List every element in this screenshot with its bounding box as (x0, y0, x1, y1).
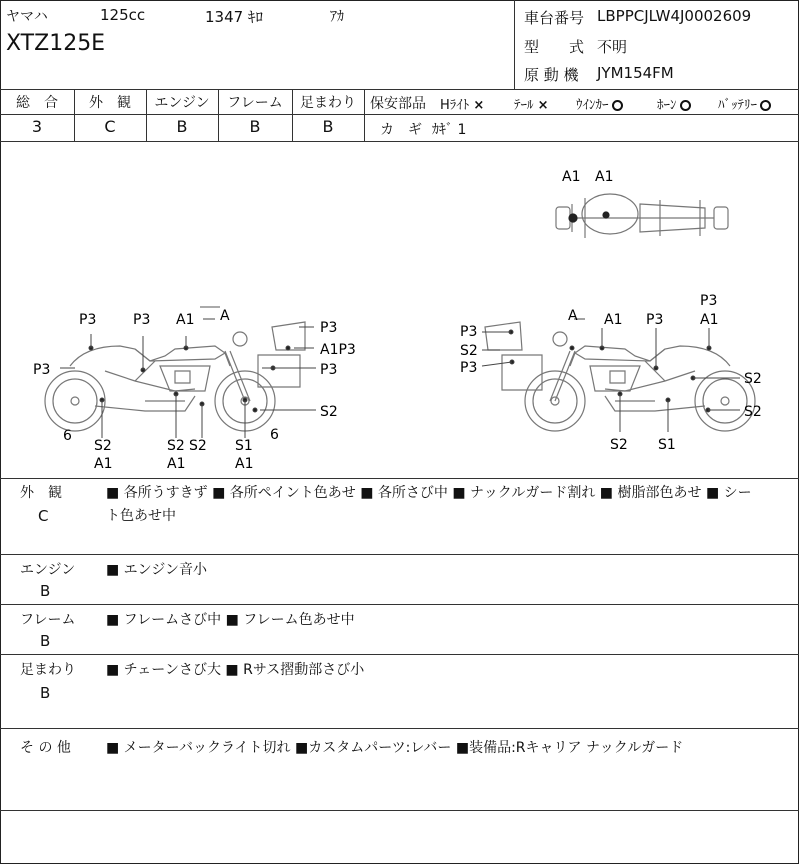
color: ｱｶ (330, 9, 344, 25)
grade-header-suspension: 足まわり (300, 95, 356, 111)
right-view-drawing (525, 332, 755, 431)
engine-no: JYM154FM (597, 64, 674, 82)
diag-left-s2a: S2 (94, 438, 112, 454)
safety-label: 保安部品 (370, 96, 426, 112)
remark-text-suspension: ■ チェーンさび大 ■ Rサス摺動部さび小 (106, 662, 365, 678)
key-label: カ ギ (380, 122, 422, 138)
diag-left-s1: S1 (235, 438, 253, 454)
diag-left-s2c: S2 (189, 438, 207, 454)
rule (364, 114, 799, 115)
remark-label-frame: フレーム (20, 612, 76, 628)
diag-top-a1-right: A1 (595, 169, 614, 185)
type-label: 型 式 (524, 38, 585, 56)
safety-horn-name: ﾎｰﾝ (657, 98, 677, 113)
diag-top-a1-left: A1 (562, 169, 581, 185)
diag-right-a1b: A1 (700, 312, 719, 328)
grade-engine: B (176, 117, 188, 136)
remark-grade-suspension: B (40, 684, 51, 702)
safety-horn (657, 94, 691, 113)
diag-left-s2b: S2 (167, 438, 185, 454)
grade-header-appearance: 外 観 (89, 95, 131, 111)
diag-left-p3e: P3 (33, 362, 51, 378)
safety-tail-name: ﾃｰﾙ (514, 98, 534, 113)
diag-right-s1: S1 (658, 437, 676, 453)
diag-right-s2d: S2 (610, 437, 628, 453)
ok-circle-icon (680, 100, 691, 111)
diag-right-p3b: P3 (700, 293, 718, 309)
grade-overall: 3 (31, 117, 43, 136)
diag-left-a1: A1 (176, 312, 195, 328)
left-view-drawing (45, 332, 275, 431)
diag-right-s2c: S2 (744, 404, 762, 420)
diag-left-p3c: P3 (320, 320, 338, 336)
safety-tail-mark: × (537, 98, 549, 113)
diag-right-s2a: S2 (460, 343, 478, 359)
top-view-drawing (556, 194, 728, 238)
diag-left-s2-right: S2 (320, 404, 338, 420)
displacement: 125cc (100, 6, 146, 24)
remark-text-appearance-2: ト色あせ中 (106, 508, 176, 524)
safety-tail (514, 94, 549, 113)
diag-left-p3b: P3 (133, 312, 151, 328)
remark-label-engine: エンジン (20, 562, 76, 578)
diag-left-six-b: 6 (270, 427, 279, 443)
rule (0, 810, 799, 811)
rule (0, 89, 799, 90)
diag-left-p3d: P3 (320, 362, 338, 378)
safety-headlight-mark: × (473, 98, 485, 113)
safety-winker (576, 94, 623, 113)
safety-battery (718, 94, 771, 113)
remark-label-other: そ の 他 (20, 740, 71, 756)
diag-left-p3a: P3 (79, 312, 97, 328)
grade-suspension: B (322, 117, 334, 136)
mileage: 1347 ｷﾛ (205, 8, 263, 26)
remark-grade-appearance: C (38, 507, 49, 525)
remark-grade-frame: B (40, 632, 51, 650)
safety-headlight-name: Hﾗｲﾄ (440, 98, 470, 113)
rule (364, 89, 365, 141)
diag-left-a1c: A1 (94, 456, 113, 472)
rule (0, 654, 799, 655)
model-name: XTZ125E (6, 31, 106, 56)
maker: ヤマハ (6, 9, 48, 25)
remark-label-appearance: 外 観 (20, 485, 62, 501)
remark-text-other: ■ メーターバックライト切れ ■カスタムパーツ:レバー ■装備品:Rキャリア ナックルガード (106, 740, 684, 756)
diag-left-a1e: A1 (235, 456, 254, 472)
remark-text-appearance-1: ■ 各所うすきず ■ 各所ペイント色あせ ■ 各所さび中 ■ ナックルガード割れ ■ 樹脂部色あせ ■ シー (106, 485, 752, 501)
diag-left-a1p3: A1P3 (320, 342, 356, 358)
grade-header-engine: エンジン (154, 95, 210, 111)
diag-right-a1: A1 (604, 312, 623, 328)
rule (0, 728, 799, 729)
remark-text-engine: ■ エンジン音小 (106, 562, 207, 578)
safety-battery-name: ﾊﾞｯﾃﾘｰ (718, 98, 757, 113)
remark-grade-engine: B (40, 582, 51, 600)
frame-no: LBPPCJLW4J0002609 (597, 7, 752, 25)
frame-no-label: 車台番号 (524, 9, 585, 27)
grade-appearance: C (104, 117, 116, 136)
diag-right-s2b: S2 (744, 371, 762, 387)
safety-winker-name: ｳｲﾝｶｰ (576, 98, 609, 113)
safety-headlight (440, 94, 484, 113)
rule (0, 604, 799, 605)
grade-header-frame: フレーム (227, 95, 283, 111)
remark-text-frame: ■ フレームさび中 ■ フレーム色あせ中 (106, 612, 355, 628)
type-value: 不明 (597, 38, 628, 56)
damage-diagram (0, 142, 799, 478)
diag-left-a: A (220, 308, 230, 324)
remark-label-suspension: 足まわり (20, 662, 76, 678)
ok-circle-icon (612, 100, 623, 111)
rule (0, 478, 799, 479)
grade-frame: B (249, 117, 261, 136)
diag-left-six-a: 6 (63, 428, 72, 444)
diag-right-p3d: P3 (460, 360, 478, 376)
rule (0, 554, 799, 555)
key-value: ｶｷﾞ 1 (432, 122, 467, 138)
diag-right-p3a: P3 (646, 312, 664, 328)
engine-no-label: 原 動 機 (524, 66, 579, 84)
ok-circle-icon (760, 100, 771, 111)
diag-left-a1d: A1 (167, 456, 186, 472)
grade-header-overall: 総 合 (16, 95, 58, 111)
rule (0, 114, 365, 115)
diag-right-a: A (568, 308, 578, 324)
diag-right-p3c: P3 (460, 324, 478, 340)
header-divider (514, 0, 515, 89)
